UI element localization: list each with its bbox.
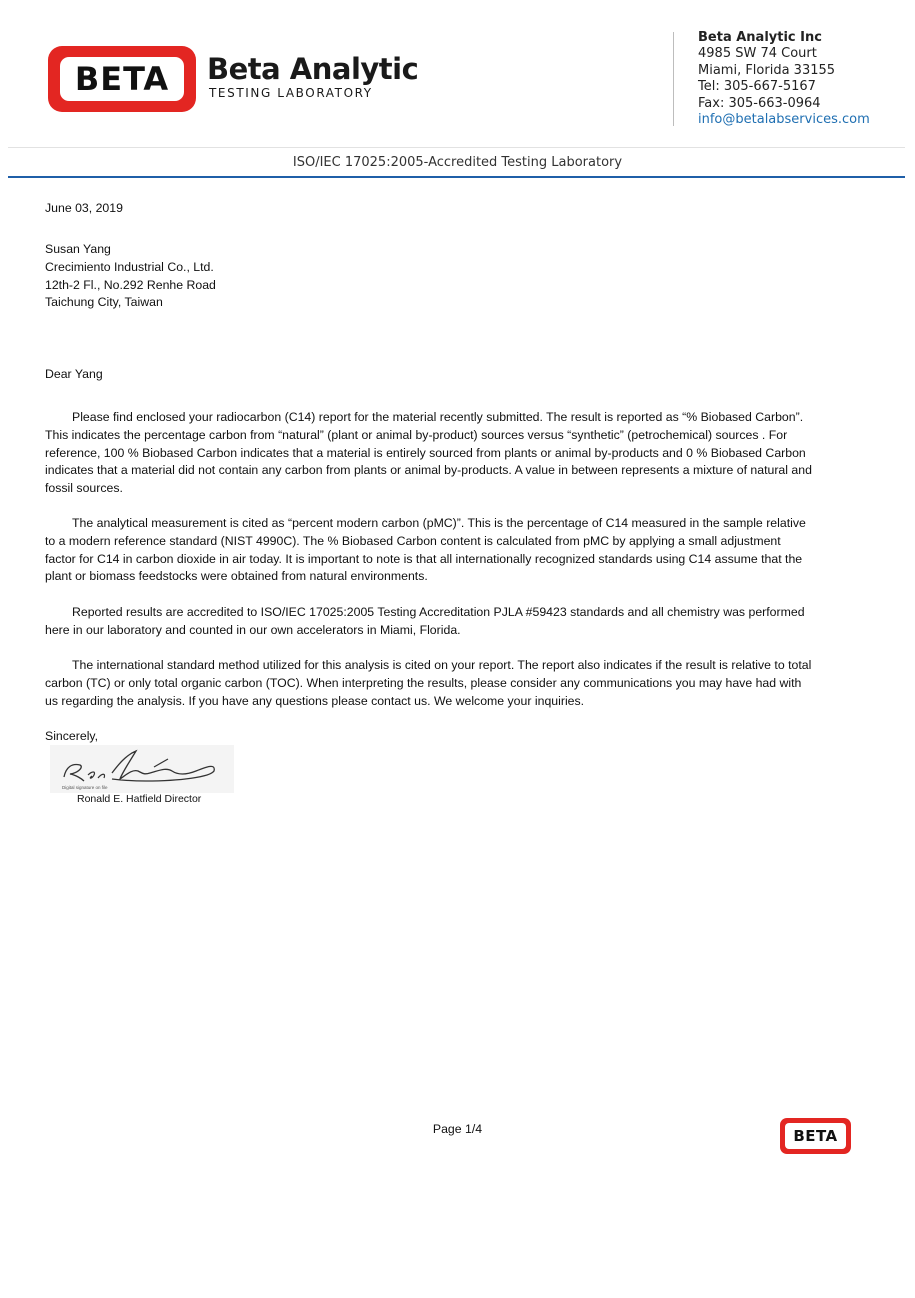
recipient-address: [45, 241, 216, 312]
header-divider: [673, 32, 674, 126]
paragraph-2: [45, 515, 813, 586]
brand-subtitle: TESTING LABORATORY: [209, 86, 373, 100]
beta-logo-badge: [48, 46, 196, 112]
signature-image: [50, 745, 234, 793]
salutation: Dear Yang: [45, 367, 103, 381]
paragraph-1-text: Please find enclosed your radiocarbon (C14) report for the material recently submitted. The result is reported as “% Biobased Carbon”. This indicates the percentage carbon from “natural” (plant or animal by-product) sources versus “synthetic” (petrochemical) sources . For reference, 100 % Biobased Carbon indicates that a material is entirely sourced from plants or animal by-products and 0 % Biobased Carbon indicates that a material did not contain any carbon from plants or animal by-products. A value in between represents a mixture of natural and fossil sources.: [45, 410, 812, 496]
accreditation-line: ISO/IEC 17025:2005-Accredited Testing Laboratory: [292, 155, 623, 170]
paragraph-4-text: The international standard method utilized for this analysis is cited on your report. The report also indicates if the result is relative to total carbon (TC) or only total organic carbon (TOC). When interpreting the results, please consider any communications you may have had with us regarding the analysis. If you have any questions please contact us. We welcome your inquiries.: [45, 658, 812, 708]
closing: Sincerely,: [45, 729, 99, 743]
paragraph-4: [45, 657, 813, 710]
address-line-2: Miami, Florida 33155: [698, 62, 836, 78]
footer-logo-text: BETA: [785, 1123, 846, 1149]
brand-name: Beta Analytic: [207, 52, 419, 86]
recipient-address-2: Taichung City, Taiwan: [45, 295, 163, 310]
page-number: Page 1/4: [432, 1122, 483, 1136]
footer-beta-logo: [780, 1118, 851, 1154]
fax-number: Fax: 305-663-0964: [698, 95, 821, 111]
paragraph-3: [45, 604, 813, 640]
recipient-address-1: 12th-2 Fl., No.292 Renhe Road: [45, 277, 216, 292]
letter-date: June 03, 2019: [45, 201, 123, 215]
contact-block: [698, 30, 870, 128]
company-name: Beta Analytic Inc: [698, 30, 822, 45]
signature-scribble: [50, 745, 234, 793]
address-line-1: 4985 SW 74 Court: [698, 46, 817, 62]
signer-name: Ronald E. Hatfield Director: [77, 793, 202, 805]
paragraph-1: [45, 409, 813, 498]
tel-number: Tel: 305-667-5167: [698, 79, 816, 95]
beta-logo-text: BETA: [60, 57, 184, 101]
paragraph-2-text: The analytical measurement is cited as “percent modern carbon (pMC)”. This is the percentage of C14 measured in the sample relative to a modern reference standard (NIST 4990C). The % Biobased Carbon content is calculated from pMC by applying a small adjustment factor for C14 in carbon dioxide in air today. It is important to note is that all internationally recognized standards using C14 assume that the plant or biomass feedstocks were obtained from natural environments.: [45, 516, 806, 584]
recipient-company: Crecimiento Industrial Co., Ltd.: [45, 259, 214, 274]
header-blue-rule: [8, 176, 905, 178]
signature-caption: Digital signature on file: [62, 785, 108, 790]
paragraph-3-text: Reported results are accredited to ISO/IEC 17025:2005 Testing Accreditation PJLA #59423 standards and all chemistry was performed here in our laboratory and counted in our own accelerators in Miami, Florida.: [45, 605, 805, 637]
email-link[interactable]: info@betalabservices.com: [698, 112, 870, 128]
recipient-name: Susan Yang: [45, 242, 111, 256]
header-rule: [8, 147, 905, 148]
